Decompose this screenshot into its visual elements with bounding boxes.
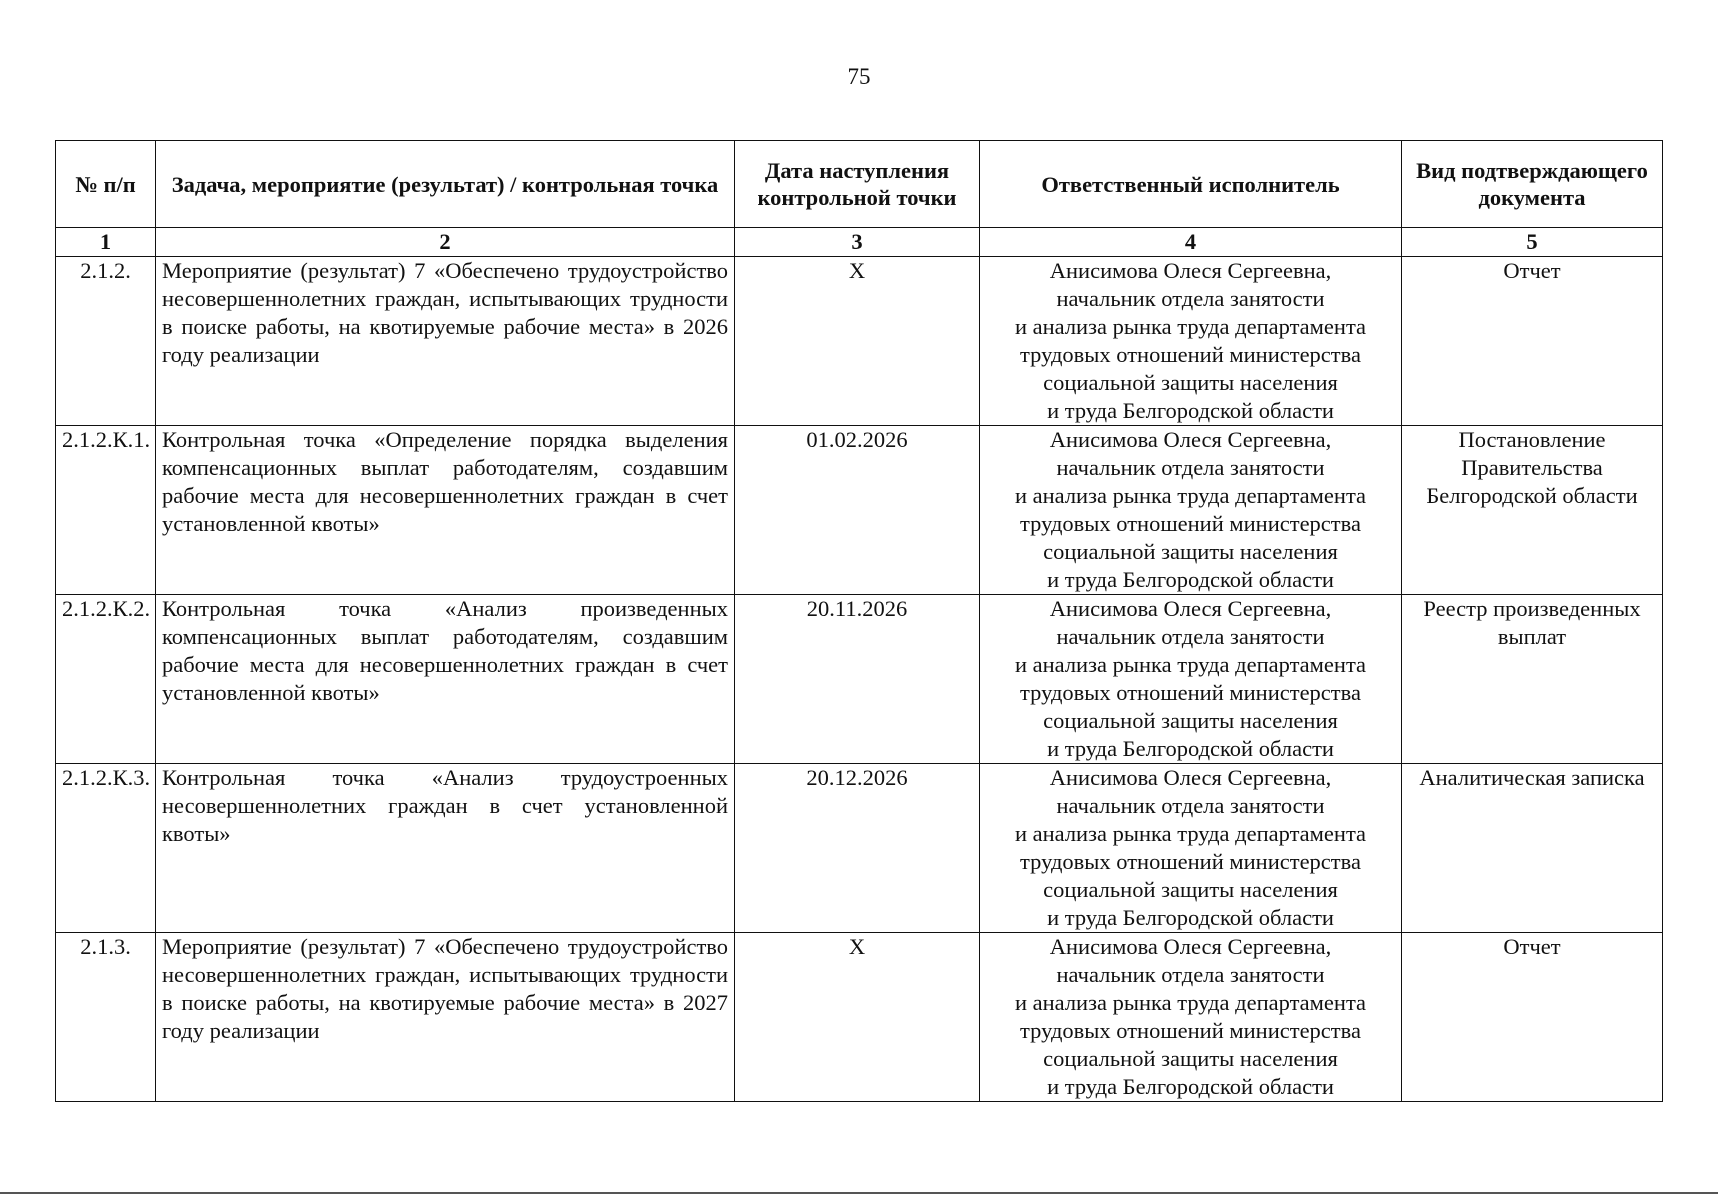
header-document: Вид подтверждающего документа bbox=[1402, 141, 1663, 228]
row-task: Мероприятие (результат) 7 «Обеспечено трудоустройство несовершеннолетних граждан, испытывающих трудности в поиске работы, на квотируемые рабочие места» в 2027 году реализации bbox=[156, 933, 735, 1102]
row-task: Мероприятие (результат) 7 «Обеспечено трудоустройство несовершеннолетних граждан, испытывающих трудности в поиске работы, на квотируемые рабочие места» в 2026 году реализации bbox=[156, 257, 735, 426]
executor-line: и труда Белгородской области bbox=[1047, 736, 1334, 761]
row-number: 2.1.2. bbox=[56, 257, 156, 426]
executor-line: начальник отдела занятости bbox=[1056, 455, 1325, 480]
table-header-row bbox=[56, 141, 1663, 228]
header-executor: Ответственный исполнитель bbox=[980, 141, 1402, 228]
executor-line: и труда Белгородской области bbox=[1047, 1074, 1334, 1099]
header-number: № п/п bbox=[56, 141, 156, 228]
row-document: Отчет bbox=[1402, 257, 1663, 426]
row-date: 20.11.2026 bbox=[735, 595, 980, 764]
executor-line: социальной защиты населения bbox=[1043, 370, 1338, 395]
row-date: 01.02.2026 bbox=[735, 426, 980, 595]
table-row bbox=[56, 257, 1663, 426]
row-number: 2.1.2.К.2. bbox=[56, 595, 156, 764]
executor-line: Анисимова Олеся Сергеевна, bbox=[1049, 258, 1332, 283]
column-number: 4 bbox=[980, 228, 1402, 257]
table-row bbox=[56, 933, 1663, 1102]
header-date: Дата наступления контрольной точки bbox=[735, 141, 980, 228]
column-number: 5 bbox=[1402, 228, 1663, 257]
executor-line: Анисимова Олеся Сергеевна, bbox=[1049, 765, 1332, 790]
executor-line: Анисимова Олеся Сергеевна, bbox=[1049, 596, 1332, 621]
executor-line: социальной защиты населения bbox=[1043, 877, 1338, 902]
executor-line: начальник отдела занятости bbox=[1056, 624, 1325, 649]
header-task: Задача, мероприятие (результат) / контрольная точка bbox=[156, 141, 735, 228]
row-date: X bbox=[735, 933, 980, 1102]
row-executor bbox=[980, 426, 1402, 595]
column-number: 2 bbox=[156, 228, 735, 257]
row-number: 2.1.2.К.3. bbox=[56, 764, 156, 933]
executor-line: Анисимова Олеся Сергеевна, bbox=[1049, 934, 1332, 959]
executor-line: начальник отдела занятости bbox=[1056, 962, 1325, 987]
table-row bbox=[56, 595, 1663, 764]
column-number: 3 bbox=[735, 228, 980, 257]
executor-line: социальной защиты населения bbox=[1043, 539, 1338, 564]
executor-line: и анализа рынка труда департамента bbox=[1014, 652, 1367, 677]
column-number: 1 bbox=[56, 228, 156, 257]
scan-edge-rule bbox=[0, 1192, 1718, 1194]
row-document: Реестр произведенных выплат bbox=[1402, 595, 1663, 764]
row-number: 2.1.2.К.1. bbox=[56, 426, 156, 595]
row-executor bbox=[980, 764, 1402, 933]
executor-line: трудовых отношений министерства bbox=[1020, 511, 1361, 536]
row-document: Отчет bbox=[1402, 933, 1663, 1102]
executor-line: начальник отдела занятости bbox=[1056, 793, 1325, 818]
row-executor bbox=[980, 595, 1402, 764]
control-points-table bbox=[55, 140, 1663, 1102]
executor-line: трудовых отношений министерства bbox=[1020, 1018, 1361, 1043]
executor-line: и анализа рынка труда департамента bbox=[1014, 314, 1367, 339]
executor-line: и анализа рынка труда департамента bbox=[1014, 483, 1367, 508]
row-executor bbox=[980, 933, 1402, 1102]
executor-line: Анисимова Олеся Сергеевна, bbox=[1049, 427, 1332, 452]
executor-line: и труда Белгородской области bbox=[1047, 567, 1334, 592]
executor-line: социальной защиты населения bbox=[1043, 708, 1338, 733]
row-task: Контрольная точка «Анализ трудоустроенных несовершеннолетних граждан в счет установленной квоты» bbox=[156, 764, 735, 933]
row-number: 2.1.3. bbox=[56, 933, 156, 1102]
row-document: Постановление Правительства Белгородской области bbox=[1402, 426, 1663, 595]
table-row bbox=[56, 426, 1663, 595]
row-task: Контрольная точка «Анализ произведенных компенсационных выплат работодателям, создавшим рабочие места для несовершеннолетних граждан в счет установленной квоты» bbox=[156, 595, 735, 764]
page-number: 75 bbox=[847, 64, 871, 89]
column-number-row bbox=[56, 228, 1663, 257]
executor-line: трудовых отношений министерства bbox=[1020, 342, 1361, 367]
executor-line: трудовых отношений министерства bbox=[1020, 849, 1361, 874]
executor-line: и труда Белгородской области bbox=[1047, 398, 1334, 423]
executor-line: трудовых отношений министерства bbox=[1020, 680, 1361, 705]
executor-line: и анализа рынка труда департамента bbox=[1014, 990, 1367, 1015]
row-task: Контрольная точка «Определение порядка выделения компенсационных выплат работодателям, создавшим рабочие места для несовершеннолетних граждан в счет установленной квоты» bbox=[156, 426, 735, 595]
row-date: X bbox=[735, 257, 980, 426]
row-executor bbox=[980, 257, 1402, 426]
executor-line: социальной защиты населения bbox=[1043, 1046, 1338, 1071]
executor-line: и труда Белгородской области bbox=[1047, 905, 1334, 930]
row-date: 20.12.2026 bbox=[735, 764, 980, 933]
executor-line: и анализа рынка труда департамента bbox=[1014, 821, 1367, 846]
executor-line: начальник отдела занятости bbox=[1056, 286, 1325, 311]
table-row bbox=[56, 764, 1663, 933]
row-document: Аналитическая записка bbox=[1402, 764, 1663, 933]
